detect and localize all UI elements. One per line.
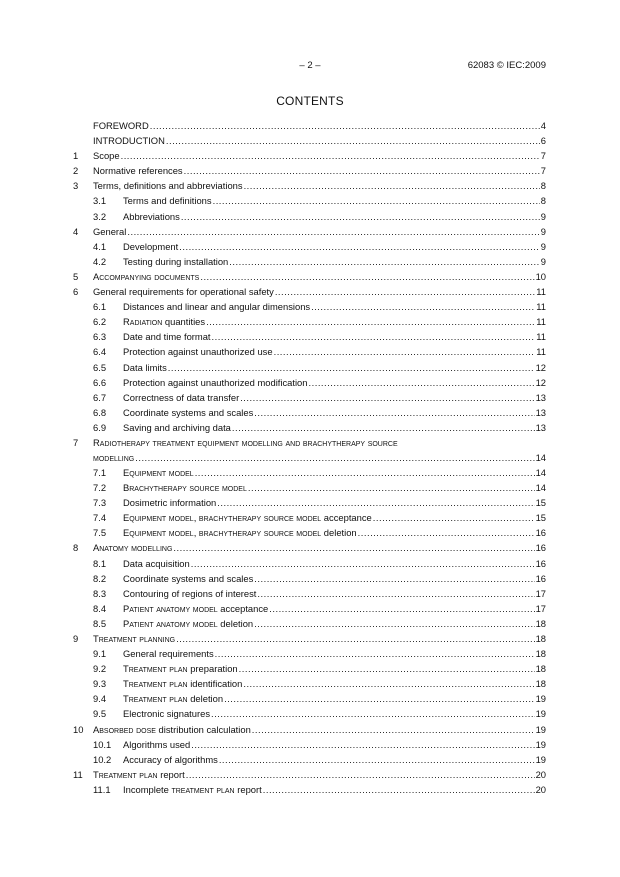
toc-entry[interactable] <box>73 767 546 782</box>
dot-leader <box>176 631 534 646</box>
toc-entry-title-term: treatment plan <box>171 783 235 795</box>
toc-entry-page: 9 <box>540 255 546 267</box>
toc-entry-number: 7 <box>73 436 79 448</box>
dot-leader <box>275 284 535 299</box>
toc-entry-number: 3 <box>73 180 79 192</box>
dot-leader <box>309 375 535 390</box>
toc-entry-title-term: Anatomy modelling <box>93 542 173 554</box>
dot-leader <box>166 133 540 148</box>
dot-leader <box>373 510 535 525</box>
dot-leader <box>219 752 535 767</box>
toc-entry-title-rest: identification <box>187 678 243 690</box>
toc-entry-page: 13 <box>535 406 546 418</box>
toc-entry-page: 12 <box>535 361 546 373</box>
toc-entry-title: Development <box>123 240 179 252</box>
toc-entry-number: 9 <box>73 633 79 644</box>
toc-entry[interactable] <box>73 480 546 495</box>
toc-entry-title-term: Brachytherapy source model <box>123 482 247 494</box>
page-title: CONTENTS <box>276 94 344 108</box>
toc-entry-title: Data acquisition <box>123 557 190 569</box>
toc-entry[interactable] <box>73 344 546 359</box>
toc-entry-title <box>123 616 253 631</box>
toc-entry[interactable] <box>73 616 546 631</box>
dot-leader <box>211 706 535 721</box>
dot-leader <box>168 360 535 375</box>
toc-entry-page: 16 <box>535 557 546 569</box>
toc-entry-number: 8.3 <box>93 587 107 599</box>
toc-entry-number: 9.3 <box>93 678 107 690</box>
dot-leader <box>254 616 534 631</box>
toc-entry-title-rest: deletion <box>321 527 357 539</box>
toc-entry-number: 8.2 <box>93 572 107 584</box>
toc-entry-page: 18 <box>535 633 546 644</box>
toc-entry-page: 12 <box>535 376 546 388</box>
toc-entry-number: 6.5 <box>93 361 107 373</box>
toc-entry-page: 9 <box>540 225 546 237</box>
toc-entry-page: 13 <box>535 391 546 403</box>
toc-entry-number: 3.2 <box>93 210 107 222</box>
toc-entry-page: 17 <box>535 587 546 599</box>
dot-leader <box>215 646 535 661</box>
toc-entry-page: 7 <box>540 165 546 177</box>
toc-entry-number: 10.1 <box>93 738 112 750</box>
toc-entry-number: 4 <box>73 225 79 237</box>
toc-entry-title: Algorithms used <box>123 738 191 750</box>
toc-entry-number: 4.2 <box>93 255 107 267</box>
toc-entry-page: 20 <box>535 783 546 795</box>
toc-entry-title <box>123 525 357 540</box>
toc-entry-page: 18 <box>535 663 546 675</box>
toc-entry-number: 7.3 <box>93 497 107 509</box>
toc-entry-page: 15 <box>535 497 546 509</box>
toc-entry-title <box>123 601 268 616</box>
toc-entry-title: Correctness of data transfer <box>123 391 240 403</box>
toc-entry[interactable] <box>73 329 546 344</box>
toc-entry-number: 6.2 <box>93 316 107 328</box>
toc-entry-number: 6.6 <box>93 376 107 388</box>
dot-leader <box>232 420 535 435</box>
toc-entry-number: 6.3 <box>93 331 107 343</box>
toc-entry[interactable] <box>73 269 546 284</box>
toc-entry-title-term: Treatment plan <box>123 663 188 675</box>
toc-entry[interactable] <box>73 631 546 646</box>
toc-entry-number: 6.1 <box>93 301 107 313</box>
toc-entry-title-part: Incomplete <box>123 783 172 795</box>
toc-entry[interactable] <box>73 601 546 616</box>
toc-entry-number: 2 <box>73 165 79 177</box>
toc-entry[interactable] <box>73 510 546 525</box>
toc-entry-page: 19 <box>535 708 546 720</box>
toc-entry[interactable] <box>73 284 546 299</box>
toc-entry-page: 8 <box>540 195 546 207</box>
toc-entry[interactable] <box>73 540 546 555</box>
dot-leader <box>254 405 534 420</box>
toc-entry-number: 11.1 <box>93 783 111 795</box>
toc-entry[interactable] <box>73 435 546 465</box>
toc-entry[interactable] <box>73 661 546 676</box>
toc-entry-page: 17 <box>535 602 546 614</box>
toc-entry-page: 14 <box>535 482 546 494</box>
dot-leader <box>217 495 534 510</box>
toc-entry-number: 9.1 <box>93 648 107 660</box>
toc-entry-page: 10 <box>535 270 546 282</box>
toc-entry[interactable] <box>73 299 546 314</box>
toc-entry[interactable] <box>73 525 546 540</box>
toc-entry[interactable] <box>73 224 546 239</box>
toc-entry[interactable] <box>73 782 546 797</box>
toc-entry[interactable] <box>73 752 546 767</box>
toc-entry-title: Terms, definitions and abbreviations <box>93 180 243 192</box>
toc-entry-page: 16 <box>535 572 546 584</box>
toc-entry-page: 19 <box>535 723 546 735</box>
toc-entry-page: 16 <box>535 527 546 539</box>
toc-entry[interactable] <box>73 405 546 420</box>
toc-entry[interactable] <box>73 163 546 178</box>
toc-entry-page: 6 <box>540 135 546 147</box>
toc-entry-title-rest: distribution calculation <box>155 723 251 735</box>
dot-leader <box>173 540 534 555</box>
page-header <box>0 60 620 74</box>
toc-entry-title-continued: modelling <box>93 451 135 463</box>
toc-entry-number: 10.2 <box>93 753 112 765</box>
dot-leader <box>181 209 540 224</box>
dot-leader <box>263 782 535 797</box>
toc-entry[interactable] <box>73 420 546 435</box>
toc-entry-title-rest: acceptance <box>321 512 372 524</box>
dot-leader <box>150 118 540 133</box>
toc-entry-title <box>123 676 242 691</box>
toc-entry-page: 19 <box>535 693 546 705</box>
dot-leader <box>229 254 540 269</box>
toc-entry-page: 11 <box>536 301 546 313</box>
dot-leader <box>206 314 535 329</box>
toc-entry-title-term: Equipment model, brachytherapy source model <box>123 512 322 524</box>
toc-entry-number: 3.1 <box>93 195 107 207</box>
toc-entry-number: 6.8 <box>93 406 107 418</box>
toc-entry[interactable] <box>73 737 546 752</box>
dot-leader <box>257 586 534 601</box>
toc-entry-title <box>93 540 172 555</box>
toc-entry-number: 8.5 <box>93 617 107 629</box>
toc-entry-number: 6.4 <box>93 346 107 358</box>
toc-entry-page: 11 <box>536 331 546 343</box>
toc-entry-page: 4 <box>540 120 546 131</box>
toc-entry[interactable] <box>73 360 546 375</box>
toc-entry-number: 7.1 <box>93 466 107 478</box>
toc-entry[interactable] <box>73 390 546 405</box>
toc-entry-number: 6 <box>73 286 79 298</box>
dot-leader <box>200 269 534 284</box>
toc-entry-page: 19 <box>535 738 546 750</box>
toc-entry-title: Abbreviations <box>123 210 180 222</box>
toc-entry-title-term: Radiation <box>123 316 163 328</box>
toc-entry[interactable] <box>73 495 546 510</box>
toc-entry[interactable] <box>73 571 546 586</box>
dot-leader <box>213 193 540 208</box>
toc-entry-title: Contouring of regions of interest <box>123 587 257 599</box>
toc-entry[interactable] <box>73 691 546 706</box>
toc-entry-title: Distances and linear and angular dimensions <box>123 301 311 313</box>
toc-entry-page: 11 <box>536 316 546 328</box>
toc-entry-title-term: Treatment plan <box>93 768 158 780</box>
toc-entry-page: 18 <box>535 648 546 660</box>
toc-entry-page: 20 <box>535 768 546 780</box>
toc-entry-page: 9 <box>540 240 546 252</box>
toc-entry[interactable] <box>73 314 546 329</box>
toc-entry-title-term: Patient anatomy model <box>123 602 218 614</box>
dot-leader <box>121 148 540 163</box>
toc-entry-number: 1 <box>73 150 79 162</box>
dot-leader <box>195 465 535 480</box>
toc-entry-title <box>123 691 223 706</box>
toc-entry-page: 11 <box>536 286 546 298</box>
toc-entry-title <box>93 767 185 782</box>
toc-entry-title-rest: preparation <box>187 663 238 675</box>
toc-entry-title: Saving and archiving data <box>123 421 231 433</box>
table-of-contents <box>73 118 546 797</box>
toc-entry-number: 6.7 <box>93 391 107 403</box>
dot-leader <box>127 224 539 239</box>
toc-entry[interactable] <box>73 465 546 480</box>
dot-leader <box>239 661 535 676</box>
toc-entry-title-term: Treatment plan <box>123 678 188 690</box>
dot-leader <box>191 737 534 752</box>
toc-entry[interactable] <box>73 722 546 737</box>
toc-entry-number: 9.4 <box>93 693 107 705</box>
toc-entry-title-term: Absorbed dose <box>93 723 156 735</box>
dot-leader <box>184 163 540 178</box>
toc-entry-title-rest: deletion <box>217 617 254 629</box>
toc-entry[interactable] <box>73 254 546 269</box>
toc-entry-title: Normative references <box>93 165 183 177</box>
toc-entry-number: 5 <box>73 270 79 282</box>
toc-entry-page: 8 <box>540 180 546 192</box>
toc-entry-title: Protection against unauthorized use <box>123 346 273 358</box>
toc-entry-title-rest: report <box>157 768 185 780</box>
dot-leader <box>212 329 536 344</box>
toc-entry-number: 8.1 <box>93 557 107 569</box>
toc-entry-title <box>93 722 251 737</box>
toc-entry-title: Data limits <box>123 361 167 373</box>
toc-entry[interactable] <box>73 178 546 193</box>
toc-entry-title-term: Treatment plan <box>123 693 188 705</box>
toc-entry-number: 7.2 <box>93 482 107 494</box>
toc-entry-number: 4.1 <box>93 240 107 252</box>
toc-entry-title: Radiotherapy treatment equipment modelling and brachytherapy source <box>93 436 398 448</box>
toc-entry-number: 9.2 <box>93 663 107 675</box>
toc-entry-title: Accuracy of algorithms <box>123 753 218 765</box>
toc-entry-page: 15 <box>535 512 546 524</box>
toc-entry-title <box>123 661 238 676</box>
toc-entry-page: 7 <box>540 150 546 162</box>
toc-entry-title <box>123 480 247 495</box>
toc-entry-number: 8 <box>73 542 79 554</box>
dot-leader <box>244 178 540 193</box>
toc-entry-title: INTRODUCTION <box>93 135 165 147</box>
dot-leader <box>186 767 535 782</box>
toc-entry-title: Electronic signatures <box>123 708 211 720</box>
toc-entry-page: 11 <box>536 346 546 358</box>
toc-entry[interactable] <box>73 118 546 133</box>
toc-entry[interactable] <box>73 706 546 721</box>
toc-entry-title: Date and time format <box>123 331 211 343</box>
dot-leader <box>248 480 535 495</box>
toc-entry-number: 11 <box>73 768 83 780</box>
dot-leader <box>274 344 536 359</box>
toc-entry-title: FOREWORD <box>93 120 149 131</box>
dot-leader <box>269 601 534 616</box>
toc-entry-title-term: Treatment planning <box>93 633 176 644</box>
toc-entry-title-term: Equipment model, brachytherapy source model <box>123 527 322 539</box>
toc-entry-page: 9 <box>540 210 546 222</box>
toc-entry-title <box>123 314 205 329</box>
dot-leader <box>243 676 534 691</box>
toc-entry-title-rest: deletion <box>187 693 224 705</box>
toc-entry-number: 10 <box>73 723 84 735</box>
toc-entry-number: 7.5 <box>93 527 107 539</box>
toc-entry[interactable] <box>73 586 546 601</box>
toc-entry-page: 18 <box>535 678 546 690</box>
toc-entry-title: General <box>93 225 127 237</box>
toc-entry-page: 13 <box>535 421 546 433</box>
toc-entry-title <box>93 269 199 284</box>
toc-entry-page: 18 <box>535 617 546 629</box>
toc-entry[interactable] <box>73 676 546 691</box>
toc-entry-title: Scope <box>93 150 120 162</box>
toc-entry-title <box>123 782 262 797</box>
dot-leader <box>191 556 535 571</box>
toc-entry-title: Terms and definitions <box>123 195 212 207</box>
dot-leader <box>358 525 535 540</box>
toc-entry[interactable] <box>73 239 546 254</box>
toc-entry-title-rest: report <box>234 783 262 795</box>
dot-leader <box>240 390 534 405</box>
toc-entry-title-rest: acceptance <box>217 602 269 614</box>
dot-leader <box>179 239 540 254</box>
toc-entry[interactable] <box>73 646 546 661</box>
toc-entry-title: General requirements for operational safety <box>93 286 274 298</box>
toc-entry-title-term: Equipment model <box>123 466 194 478</box>
toc-entry[interactable] <box>73 375 546 390</box>
toc-entry[interactable] <box>73 148 546 163</box>
document-id: 62083 © IEC:2009 <box>467 60 546 71</box>
toc-entry-title <box>123 465 194 480</box>
toc-entry-number: 9.5 <box>93 708 107 720</box>
dot-leader <box>252 722 535 737</box>
toc-entry-number: 8.4 <box>93 602 107 614</box>
page-number: – 2 – <box>299 60 321 71</box>
toc-entry-title: Coordinate systems and scales <box>123 572 254 584</box>
toc-entry-number: 6.9 <box>93 421 107 433</box>
toc-entry[interactable] <box>73 556 546 571</box>
toc-entry[interactable] <box>73 133 546 148</box>
toc-entry-title-term: Accompanying documents <box>93 270 200 282</box>
dot-leader <box>311 299 535 314</box>
toc-entry[interactable] <box>73 209 546 224</box>
dot-leader <box>135 450 534 465</box>
toc-entry-title: General requirements <box>123 648 214 660</box>
toc-entry-title <box>123 510 372 525</box>
toc-entry-number: 7.4 <box>93 512 107 524</box>
dot-leader <box>254 571 534 586</box>
toc-entry-title: Coordinate systems and scales <box>123 406 254 418</box>
toc-entry-title: Dosimetric information <box>123 497 217 509</box>
toc-entry-page: 14 <box>535 466 546 478</box>
toc-entry-title-rest: quantities <box>162 316 206 328</box>
toc-entry-page: 16 <box>535 542 546 554</box>
toc-entry-page: 14 <box>535 451 546 463</box>
dot-leader <box>224 691 535 706</box>
toc-entry[interactable] <box>73 193 546 208</box>
toc-entry-title <box>93 631 175 646</box>
toc-entry-title: Protection against unauthorized modification <box>123 376 308 388</box>
toc-entry-title-term: Patient anatomy model <box>123 617 218 629</box>
toc-entry-title: Testing during installation <box>123 255 229 267</box>
toc-entry-page: 19 <box>535 753 546 765</box>
